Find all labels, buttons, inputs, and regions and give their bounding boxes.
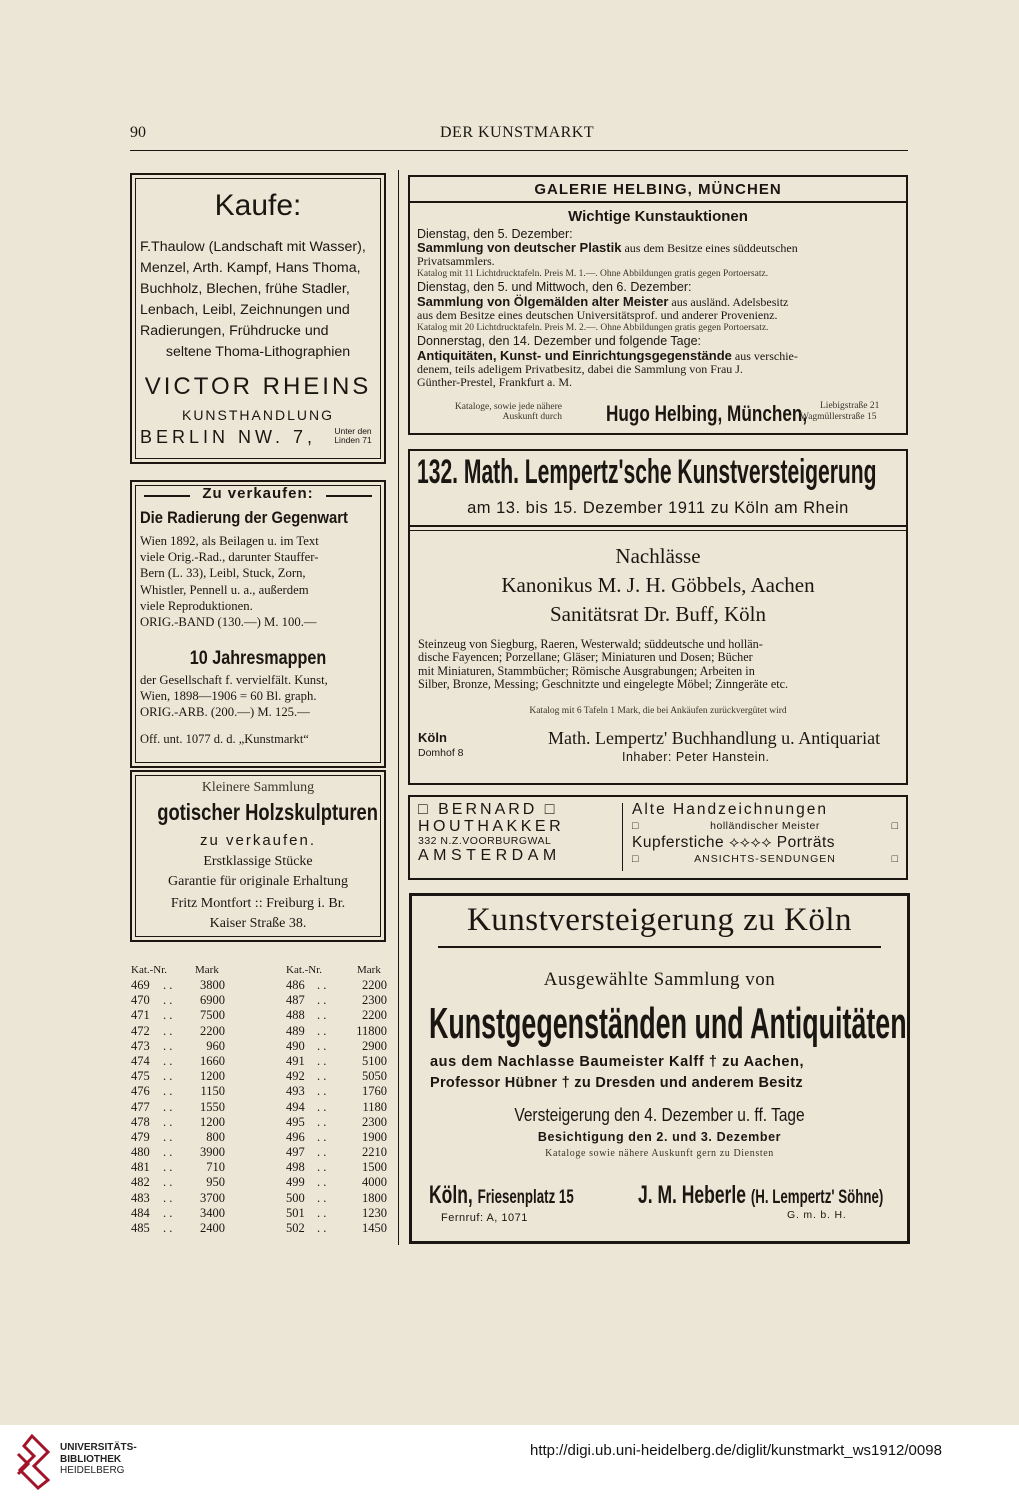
rule-right	[326, 495, 372, 497]
leader-dots: . .	[317, 1129, 327, 1144]
mark: 1800	[362, 1190, 387, 1205]
h-r4-text: ANSICHTS-SENDUNGEN	[694, 853, 836, 865]
verkaufen-line: viele Reproduktionen.	[140, 598, 253, 613]
table-row	[131, 1221, 387, 1236]
dealer-sub: KUNSTHANDLUNG	[181, 407, 334, 423]
auction-desc-2: Privatsammlers.	[417, 254, 495, 268]
kat-nr: 474	[131, 1053, 150, 1068]
verkaufen-ad	[130, 480, 386, 768]
source-url[interactable]: http://digi.ub.uni-heidelberg.de/diglit/kunstmarkt_ws1912/0098	[530, 1442, 942, 1459]
lempertz-firm: Math. Lempertz' Buchhandlung u. Antiquariat	[548, 728, 881, 748]
koeln-phone: Fernruf: A, 1071	[441, 1212, 528, 1224]
koeln-title: Kunstversteigerung zu Köln	[466, 902, 853, 938]
auction-desc	[417, 295, 899, 309]
leader-dots: . .	[317, 1008, 327, 1023]
mark: 1760	[362, 1084, 387, 1099]
leader-dots: . .	[163, 1190, 173, 1205]
leader-dots: . .	[317, 978, 327, 992]
mark: 1450	[362, 1221, 387, 1235]
leader-dots: . .	[163, 1160, 173, 1175]
helbing-subtitle: Wichtige Kunstauktionen	[568, 208, 748, 225]
kat-nr: 479	[131, 1129, 150, 1144]
kat-nr: 492	[286, 1069, 305, 1084]
col-header: Mark	[357, 964, 381, 976]
lempertz-l3: Sanitätsrat Dr. Buff, Köln	[549, 602, 766, 626]
square-icon: □	[632, 820, 639, 832]
holz-line6: Kaiser Straße 38.	[209, 916, 307, 931]
mark: 960	[206, 1038, 225, 1053]
lempertz-desc	[418, 638, 900, 692]
mark: 1230	[362, 1205, 387, 1220]
table-row	[131, 1008, 387, 1023]
verkaufen-heading: Zu verkaufen:	[202, 485, 314, 502]
table-row	[131, 1175, 387, 1190]
holz-line2: zu verkaufen.	[199, 832, 317, 849]
kat-nr: 470	[131, 993, 150, 1008]
foot-left-2: Auskunft durch	[502, 412, 562, 422]
library-name	[60, 1442, 137, 1477]
dealer-address: BERLIN NW. 7,	[140, 427, 317, 447]
mark: 3400	[200, 1205, 225, 1220]
kat-nr: 501	[286, 1205, 305, 1220]
leader-dots: . .	[317, 1175, 327, 1190]
table-row	[131, 1039, 387, 1054]
leader-dots: . .	[163, 993, 173, 1008]
h-r2	[632, 818, 898, 834]
leader-dots: . .	[317, 1053, 327, 1068]
auction-catalog: Katalog mit 11 Lichtdrucktafeln. Preis M. 1.—. Ohne Abbildungen gratis gegen Portoersatz.	[417, 269, 769, 279]
foot-left-1: Kataloge, sowie jede nähere	[454, 402, 562, 412]
mark: 11800	[356, 1023, 387, 1038]
mark: 800	[206, 1129, 225, 1144]
lib-line: HEIDELBERG	[60, 1465, 125, 1476]
table-row	[131, 1069, 387, 1084]
kat-nr: 481	[131, 1160, 150, 1175]
leader-dots: . .	[317, 1084, 327, 1099]
running-title: DER KUNSTMARKT	[440, 124, 595, 141]
verkaufen-line: Whistler, Pennell u. a., außerdem	[140, 582, 309, 597]
kat-nr: 499	[286, 1175, 305, 1190]
helbing-rule	[410, 201, 906, 203]
helbing-foot-right	[800, 401, 879, 423]
leader-dots: . .	[317, 993, 327, 1008]
leader-dots: . .	[317, 1099, 327, 1114]
auction-lot: Sammlung von Ölgemälden alter Meister	[417, 294, 669, 309]
leader-dots: . .	[163, 1129, 173, 1144]
houthakker-right	[632, 801, 898, 868]
kat-nr: 494	[286, 1099, 305, 1114]
leader-dots: . .	[163, 1023, 173, 1038]
lempertz-small: Katalog mit 6 Tafeln 1 Mark, die bei Ankäufen zurückvergütet wird	[529, 706, 787, 716]
h-l1: □ BERNARD □	[418, 801, 558, 818]
kat-nr: 482	[131, 1175, 150, 1190]
table-row	[131, 1145, 387, 1160]
mark: 3700	[200, 1190, 225, 1205]
table-row	[131, 1024, 387, 1039]
lempertz-rule-2	[410, 530, 906, 531]
verkaufen-line: der Gesellschaft f. vervielfält. Kunst,	[140, 673, 328, 687]
helbing-foot-name: Hugo Helbing, München,	[606, 401, 808, 426]
desc-line: dische Fayencen; Porzellane; Gläser; Miniaturen und Dosen; Bücher	[418, 650, 753, 665]
h-r2-text: holländischer Meister	[710, 820, 820, 832]
mark: 7500	[200, 1008, 225, 1023]
mark: 2200	[362, 978, 387, 992]
mark: 3800	[200, 978, 225, 992]
leader-dots: . .	[317, 1023, 327, 1038]
leader-dots: . .	[317, 1069, 327, 1084]
kat-nr: 486	[286, 978, 305, 992]
kat-nr: 472	[131, 1023, 150, 1038]
square-icon: □	[891, 853, 898, 865]
leader-dots: . .	[317, 1038, 327, 1053]
table-row	[131, 1054, 387, 1069]
verkaufen-text2	[140, 672, 376, 721]
leader-dots: . .	[317, 1205, 327, 1220]
verkaufen-line: ORIG.-ARB. (200.—) M. 125.—	[140, 705, 310, 720]
leader-dots: . .	[163, 1175, 173, 1190]
koeln-l1: Ausgewählte Sammlung von	[543, 969, 776, 990]
desc-line: Silber, Bronze, Messing; Geschnitzte und eingelegte Möbel; Zinngeräte etc.	[418, 677, 789, 692]
table-row	[131, 1130, 387, 1145]
leader-dots: . .	[163, 1099, 173, 1114]
price-table-header	[131, 963, 387, 978]
lib-line: BIBLIOTHEK	[60, 1453, 122, 1465]
verkaufen-line: ORIG.-BAND (130.—) M. 100.—	[140, 615, 317, 630]
koeln-city-name: Köln,	[429, 1181, 473, 1209]
kat-nr: 471	[131, 1008, 150, 1023]
holz-line5: Fritz Montfort :: Freiburg i. Br.	[170, 896, 346, 911]
library-logo-icon	[14, 1434, 50, 1490]
helbing-foot-left	[417, 402, 562, 422]
kat-nr: 478	[131, 1114, 150, 1129]
kat-nr: 496	[286, 1129, 305, 1144]
table-row	[131, 1100, 387, 1115]
mark: 1660	[200, 1053, 225, 1068]
leader-dots: . .	[163, 1008, 173, 1023]
leader-dots: . .	[163, 1114, 173, 1129]
library-footer	[0, 1425, 1019, 1500]
mark: 2210	[362, 1145, 387, 1160]
kat-nr: 477	[131, 1099, 150, 1114]
koeln-addr: Friesenplatz 15	[477, 1187, 574, 1208]
kaufe-line: Menzel, Arth. Kampf, Hans Thoma,	[140, 260, 361, 276]
square-icon: □	[632, 853, 639, 865]
kaufe-line: F.Thaulow (Landschaft mit Wasser),	[140, 239, 366, 255]
dealer-address-note: Unter den Linden 71	[334, 426, 372, 445]
koeln-city	[429, 1181, 574, 1210]
auction-lot: Antiquitäten, Kunst- und Einrichtungsgegenstände	[417, 348, 732, 363]
kaufe-ad	[130, 173, 386, 464]
leader-dots: . .	[317, 1190, 327, 1205]
column-divider	[398, 170, 399, 1245]
houthakker-divider	[622, 803, 623, 871]
verkaufen-line: Wien, 1898—1906 = 60 Bl. graph.	[140, 689, 317, 704]
h-l2: HOUTHAKKER	[418, 818, 565, 835]
mark: 1200	[200, 1069, 225, 1084]
helbing-ad	[408, 175, 908, 435]
square-icon: □	[891, 820, 898, 832]
mark: 6900	[200, 993, 225, 1008]
kaufe-heading: Kaufe:	[214, 189, 302, 222]
koeln-l3: Professor Hübner † zu Dresden und anderem Besitz	[430, 1075, 803, 1091]
lempertz-l2: Kanonikus M. J. H. Göbbels, Aachen	[501, 573, 815, 597]
leader-dots: . .	[317, 1160, 327, 1175]
header-rule	[130, 150, 908, 151]
verkaufen-text1	[140, 533, 376, 630]
leader-dots: . .	[163, 1221, 173, 1235]
holz-line4: Garantie für originale Erhaltung	[168, 874, 348, 889]
kaufe-line: seltene Thoma-Lithographien	[165, 344, 351, 360]
leader-dots: . .	[317, 1114, 327, 1129]
helbing-body	[417, 227, 899, 389]
leader-dots: . .	[317, 1145, 327, 1160]
table-row	[131, 978, 387, 993]
leader-dots: . .	[163, 1145, 173, 1160]
mark: 5100	[362, 1053, 387, 1068]
koeln-firm	[638, 1181, 883, 1210]
kat-nr: 475	[131, 1069, 150, 1084]
table-row	[131, 1191, 387, 1206]
mark: 2200	[200, 1023, 225, 1038]
col-header: Kat.-Nr.	[131, 964, 168, 976]
auction-desc	[417, 349, 899, 363]
kat-nr: 484	[131, 1205, 150, 1220]
h-r3: Kupferstiche ⟡⟡⟡⟡ Porträts	[632, 834, 836, 851]
kat-nr: 488	[286, 1008, 305, 1023]
foot-right-1: Liebigstraße 21	[820, 401, 880, 411]
auction-desc-rest: aus verschie-	[734, 349, 798, 363]
mark: 710	[206, 1160, 225, 1175]
holz-line3: Erstklassige Stücke	[203, 854, 313, 869]
mark: 950	[206, 1175, 225, 1190]
kat-nr: 491	[286, 1053, 305, 1068]
koeln-l6: Kataloge sowie nähere Auskunft gern zu Diensten	[545, 1148, 774, 1159]
auction-date: Donnerstag, den 14. Dezember und folgende Tage:	[417, 334, 701, 348]
mark: 1550	[200, 1099, 225, 1114]
lib-line: UNIVERSITÄTS-	[60, 1442, 137, 1453]
auction-desc-rest: aus ausländ. Adelsbesitz	[671, 295, 789, 309]
price-table	[131, 963, 387, 1236]
koeln-firm-name: J. M. Heberle	[638, 1181, 746, 1209]
mark: 1180	[362, 1099, 387, 1114]
auction-desc-2: denem, teils adeligem Privatbesitz, dabei die Sammlung von Frau J.	[417, 362, 743, 376]
holz-line1: Kleinere Sammlung	[201, 780, 315, 795]
leader-dots: . .	[163, 1053, 173, 1068]
table-row	[131, 1084, 387, 1099]
mark: 1900	[362, 1129, 387, 1144]
h-r4	[632, 851, 898, 868]
kat-nr: 489	[286, 1023, 305, 1038]
mark: 1500	[362, 1160, 387, 1175]
holz-ad	[130, 770, 386, 942]
mark: 4000	[362, 1175, 387, 1190]
mark: 2300	[362, 993, 387, 1008]
verkaufen-title2: 10 Jahresmappen	[189, 648, 327, 669]
h-r1: Alte Handzeichnungen	[632, 801, 828, 818]
helbing-title: GALERIE HELBING, MÜNCHEN	[534, 181, 782, 198]
kat-nr: 490	[286, 1038, 305, 1053]
kaufe-line: Lenbach, Leibl, Zeichnungen und	[140, 302, 350, 318]
desc-line: Steinzeug von Siegburg, Raeren, Westerwald; süddeutsche und hollän-	[418, 637, 763, 651]
lempertz-street: Domhof 8	[418, 747, 464, 759]
koeln-big: Kunstgegenständen und Antiquitäten	[429, 999, 907, 1048]
col-header: Kat.-Nr.	[286, 964, 323, 976]
desc-line: mit Miniaturen, Stammbücher; Römische Ausgrabungen; Arbeiten in	[418, 663, 755, 678]
verkaufen-line: viele Orig.-Rad., darunter Stauffer-	[140, 550, 319, 565]
kat-nr: 500	[286, 1190, 305, 1205]
auction-date: Dienstag, den 5. Dezember:	[417, 227, 573, 241]
table-row	[131, 1206, 387, 1221]
lempertz-owner: Inhaber: Peter Hanstein.	[622, 750, 770, 764]
lempertz-l1: Nachlässe	[615, 544, 701, 568]
lempertz-date: am 13. bis 15. Dezember 1911 zu Köln am Rhein	[467, 499, 849, 517]
kat-nr: 498	[286, 1160, 305, 1175]
kat-nr: 473	[131, 1038, 150, 1053]
kat-nr: 502	[286, 1221, 305, 1235]
koeln-ad	[409, 893, 910, 1244]
lempertz-rule	[410, 525, 906, 527]
koeln-l2: aus dem Nachlasse Baumeister Kalff † zu Aachen,	[430, 1054, 805, 1070]
houthakker-left	[418, 801, 614, 864]
koeln-l4: Versteigerung den 4. Dezember u. ff. Tage	[514, 1105, 805, 1125]
lempertz-city: Köln	[418, 730, 447, 745]
kat-nr: 495	[286, 1114, 305, 1129]
koeln-firm-sub: (H. Lempertz' Söhne)	[750, 1187, 884, 1208]
kat-nr: 497	[286, 1145, 305, 1160]
kaufe-line: Buchholz, Blechen, frühe Stadler,	[140, 281, 350, 297]
kat-nr: 469	[131, 978, 150, 992]
kat-nr: 476	[131, 1084, 150, 1099]
kat-nr: 483	[131, 1190, 150, 1205]
h-l4: AMSTERDAM	[418, 847, 561, 864]
holz-title: gotischer Holzskulpturen	[157, 799, 379, 825]
koeln-firm3: G. m. b. H.	[787, 1209, 847, 1221]
kaufe-line: Radierungen, Frühdrucke und	[140, 323, 329, 339]
leader-dots: . .	[163, 1205, 173, 1220]
leader-dots: . .	[163, 978, 173, 992]
lempertz-title: 132. Math. Lempertz'sche Kunstversteigerung	[417, 453, 877, 491]
mark: 2400	[200, 1221, 225, 1235]
dealer-name: VICTOR RHEINS	[144, 373, 372, 400]
koeln-l5: Besichtigung den 2. und 3. Dezember	[537, 1130, 782, 1144]
kat-nr: 493	[286, 1084, 305, 1099]
auction-desc-3: Günther-Prestel, Frankfurt a. M.	[417, 375, 573, 389]
verkaufen-line: Wien 1892, als Beilagen u. im Text	[140, 534, 319, 548]
auction-catalog: Katalog mit 20 Lichtdrucktafeln. Preis M. 2.—. Ohne Abbildungen gratis gegen Portoersatz.	[417, 323, 769, 333]
h-bernard: BERNARD	[438, 801, 538, 818]
leader-dots: . .	[163, 1084, 173, 1099]
mark: 2900	[362, 1038, 387, 1053]
mark: 1150	[200, 1084, 225, 1099]
h-l3: 332 N.Z.VOORBURGWAL	[418, 835, 552, 847]
leader-dots: . .	[163, 1038, 173, 1053]
lempertz-ad	[408, 449, 908, 785]
mark: 2200	[362, 1008, 387, 1023]
table-row	[131, 1160, 387, 1175]
kat-nr: 487	[286, 993, 305, 1008]
verkaufen-offer: Off. unt. 1077 d. d. „Kunstmarkt“	[140, 732, 309, 746]
table-row	[131, 993, 387, 1008]
verkaufen-line: Bern (L. 33), Leibl, Stuck, Zorn,	[140, 566, 306, 581]
mark: 3900	[200, 1145, 225, 1160]
mark: 1200	[200, 1114, 225, 1129]
verkaufen-title1: Die Radierung der Gegenwart	[140, 508, 348, 527]
leader-dots: . .	[317, 1221, 327, 1235]
table-row	[131, 1115, 387, 1130]
kat-nr: 485	[131, 1221, 150, 1235]
auction-desc	[417, 241, 899, 255]
page-number: 90	[130, 124, 146, 141]
price-rows	[131, 978, 387, 1236]
mark: 2300	[362, 1114, 387, 1129]
col-header: Mark	[195, 964, 219, 976]
koeln-title-rule	[438, 946, 881, 948]
auction-date: Dienstag, den 5. und Mittwoch, den 6. Dezember:	[417, 280, 692, 294]
houthakker-ad	[408, 795, 908, 880]
leader-dots: . .	[163, 1069, 173, 1084]
foot-right-2: Wagmüllerstraße 15	[800, 412, 877, 422]
mark: 5050	[362, 1069, 387, 1084]
auction-desc-2: aus dem Besitze eines deutschen Universitätsprof. und anderer Provenienz.	[417, 308, 778, 322]
kat-nr: 480	[131, 1145, 150, 1160]
kaufe-text	[140, 237, 376, 363]
auction-lot: Sammlung von deutscher Plastik	[417, 240, 622, 255]
auction-desc-rest: aus dem Besitze eines süddeutschen	[624, 241, 798, 255]
